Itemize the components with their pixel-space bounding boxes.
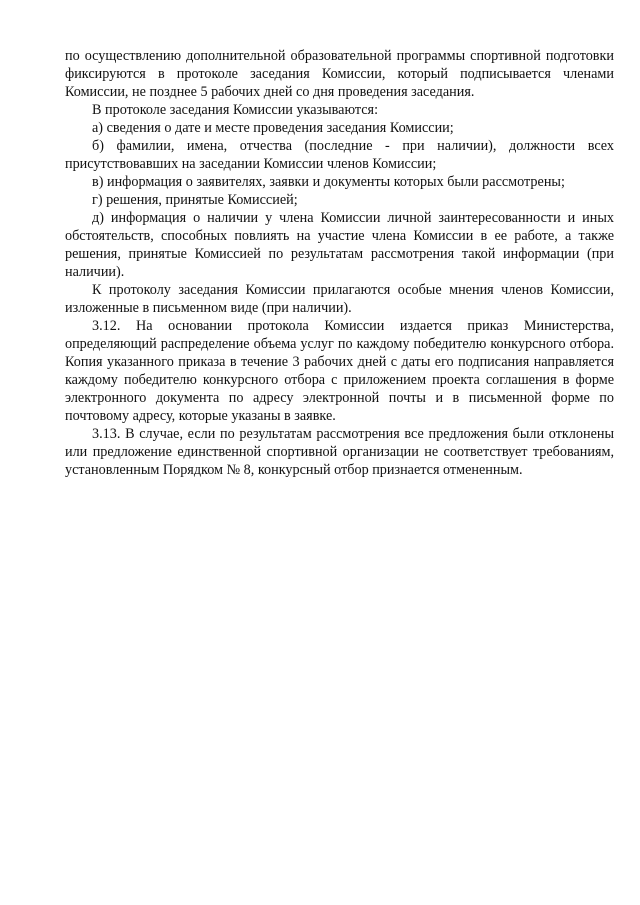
paragraph-protocol-contents-intro: В протоколе заседания Комиссии указываются: — [92, 102, 379, 118]
list-item-v: в) информация о заявителях, заявки и документы которых были рассмотрены; — [92, 174, 565, 190]
document-body — [65, 47, 614, 479]
list-item-b: б) фамилии, имена, отчества (последние - при наличии), должности всех присутствовавших на заседании Комиссии членов Комиссии; — [65, 138, 614, 172]
paragraph-special-opinions: К протоколу заседания Комиссии прилагаются особые мнения членов Комиссии, изложенные в письменном виде (при наличии). — [65, 282, 614, 316]
list-item-d: д) информация о наличии у члена Комиссии личной заинтересованности и иных обстоятельств, способных повлиять на участие члена Комиссии в ее работе, а также решения, принятые Комиссией по результатам рассмотрения такой информации (при наличии). — [65, 210, 614, 280]
list-item-a: а) сведения о дате и месте проведения заседания Комиссии; — [92, 120, 454, 136]
paragraph-continuation: по осуществлению дополнительной образовательной программы спортивной подготовки фиксируются в протоколе заседания Комиссии, который подписывается членами Комиссии, не позднее 5 рабочих дней со дня проведения заседания. — [65, 48, 614, 100]
paragraph-3-13: 3.13. В случае, если по результатам рассмотрения все предложения были отклонены или предложение единственной спортивной организации не соответствует требованиям, установленным Порядком № 8, конкурсный отбор признается отмененным. — [65, 426, 614, 478]
paragraph-3-12: 3.12. На основании протокола Комиссии издается приказ Министерства, определяющий распределение объема услуг по каждому победителю конкурсного отбора. Копия указанного приказа в течение 3 рабочих дней с даты его подписания направляется каждому победителю конкурсного отбора с приложением проекта соглашения в форме электронного документа по адресу электронной почты и в письменной форме по почтовому адресу, которые указаны в заявке. — [65, 318, 614, 424]
list-item-g: г) решения, принятые Комиссией; — [92, 192, 298, 208]
